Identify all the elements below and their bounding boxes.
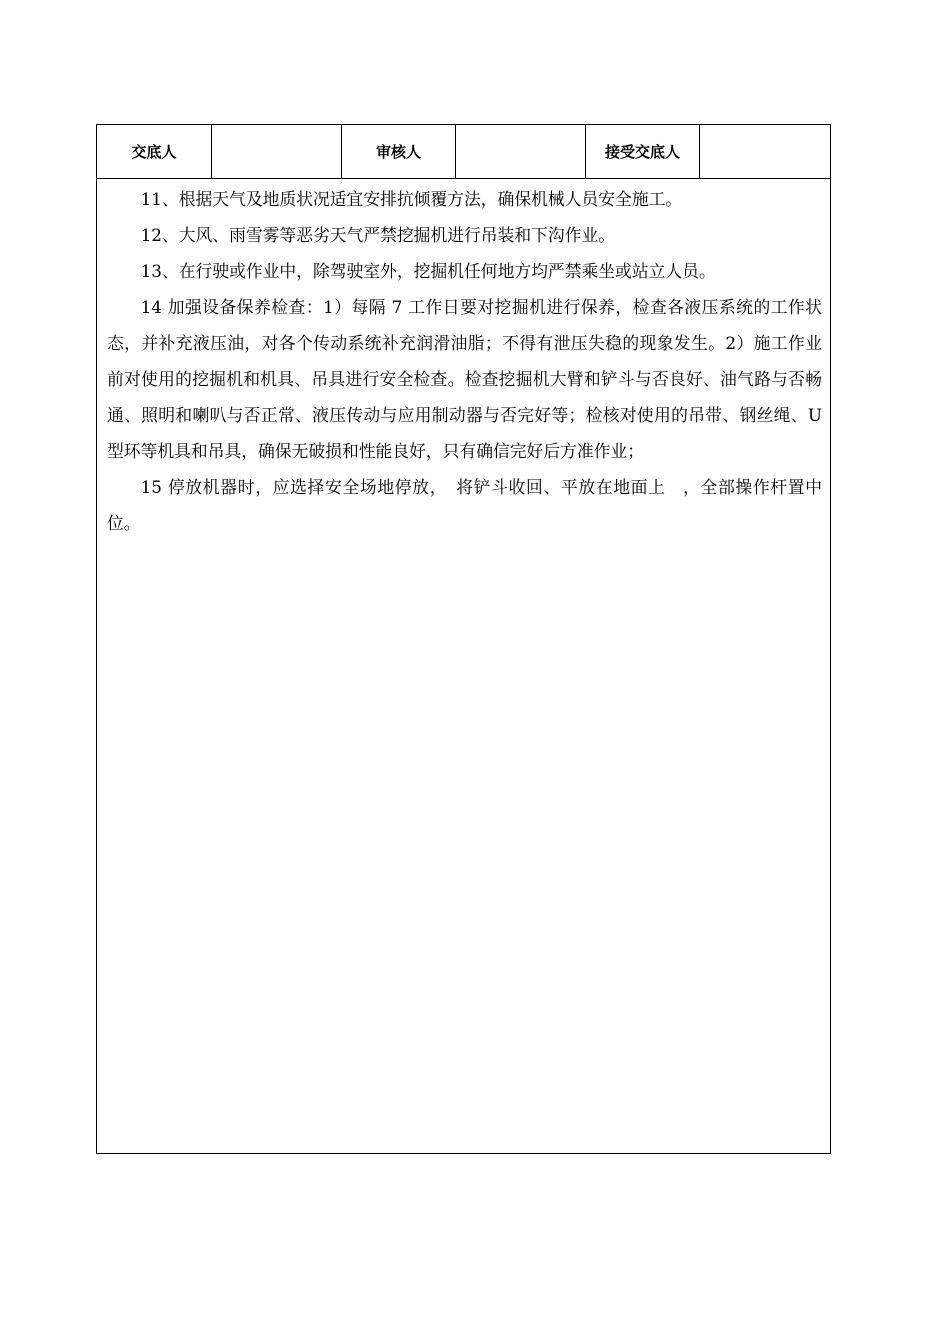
- handover-form: [96, 124, 831, 1154]
- presenter-field[interactable]: [212, 125, 342, 178]
- paragraph-11: 11、根据天气及地质状况适宜安排抗倾覆方法，确保机械人员安全施工。: [140, 189, 683, 209]
- paragraph-14: 14 加强设备保养检查：1）每隔 7 工作日要对挖掘机进行保养，检查各液压系统的工作状态，并补充液压油，对各个传动系统补充润滑油脂；不得有泄压失稳的现象发生。2）施工作业前对使用的挖掘机和机具、吊具进行安全检查。检查挖掘机大臂和铲斗与否良好、油气路与否畅通、照明和喇叭与否正常、液压传动与应用制动器与否完好等；检核对使用的吊带、钢丝绳、U 型环等机具和吊具，确保无破损和性能良好，只有确信完好后方准作业；: [107, 297, 822, 461]
- reviewer-field[interactable]: [456, 125, 586, 178]
- paragraph-15: 15 停放机器时，应选择安全场地停放， 将铲斗收回、平放在地面上 ，全部操作杆置中位。: [107, 477, 822, 533]
- paragraph-13: 13、在行驶或作业中，除驾驶室外，挖掘机任何地方均严禁乘坐或站立人员。: [140, 261, 716, 281]
- receiver-label: 接受交底人: [586, 125, 700, 178]
- instruction-body: [107, 181, 822, 541]
- paragraph-12: 12、大风、雨雪雾等恶劣天气严禁挖掘机进行吊装和下沟作业。: [140, 225, 616, 245]
- receiver-field[interactable]: [700, 125, 830, 178]
- presenter-label: 交底人: [97, 125, 212, 178]
- reviewer-label: 审核人: [342, 125, 456, 178]
- signature-row: [97, 125, 830, 179]
